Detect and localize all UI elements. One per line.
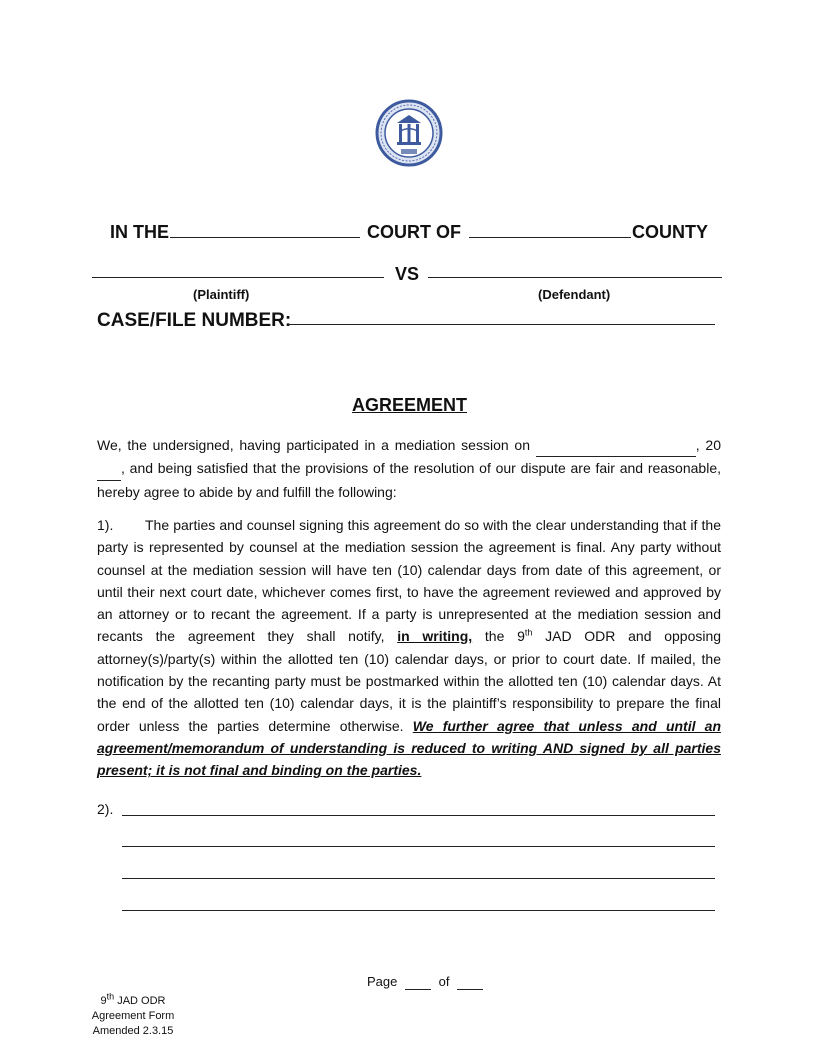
- footer-jad: JAD ODR: [117, 995, 166, 1007]
- defendant-label: (Defendant): [538, 287, 611, 302]
- georgia-seal-icon: [375, 99, 443, 167]
- court-of-label: COURT OF: [367, 222, 461, 242]
- year-prefix: 20: [705, 437, 721, 453]
- plaintiff-label: (Plaintiff): [193, 287, 250, 302]
- page-counter: [367, 974, 483, 990]
- item-1-paragraph: [97, 514, 721, 782]
- page-number-blank[interactable]: [405, 974, 431, 990]
- case-file-number-label: CASE/FILE NUMBER:: [97, 310, 292, 331]
- of-label: of: [438, 974, 450, 989]
- county-name-blank[interactable]: [469, 237, 631, 238]
- item-1-number: 1).: [97, 517, 114, 533]
- defendant-blank[interactable]: [428, 277, 722, 278]
- in-the-label: IN THE: [110, 222, 170, 242]
- footer-sup: th: [106, 991, 115, 1002]
- page-total-blank[interactable]: [457, 974, 483, 990]
- item-2-line-1[interactable]: [122, 815, 715, 816]
- vs-label: VS: [395, 264, 420, 284]
- year-blank[interactable]: [97, 457, 121, 480]
- binding-clause-emphasis: We further agree that unless and until an agreement/memorandum of understanding is reduced to writing AND signed by all parties present; it is not final and binding on the parties.: [97, 717, 721, 779]
- footer-line-2: Agreement Form: [91, 1010, 175, 1022]
- item-1-text-jad: the 9: [484, 628, 525, 645]
- footer-line-3: Amended 2.3.15: [92, 1025, 174, 1037]
- intro-comma: ,: [695, 437, 700, 453]
- item-2-line-4[interactable]: [122, 910, 715, 911]
- footer-num: 9: [100, 995, 107, 1007]
- item-1-sup: th: [524, 627, 533, 638]
- item-1-text: The parties and counsel signing this agreement do so with the clear understanding that if the party is represented by counsel at the mediation session the agreement is final. Any party without counsel at the mediation session will have ten (10) calendar days from date of this agreement, or until their next court date, whichever comes first, to have the agreement reviewed and approved by an attorney or to recant the agreement. If a party is unrepresented at the mediation session and recants the agreement they shall notify,: [97, 517, 721, 645]
- county-label: COUNTY: [632, 222, 708, 242]
- intro-paragraph: [97, 434, 721, 503]
- item-2-number: 2).: [97, 801, 114, 817]
- item-2-line-3[interactable]: [122, 878, 715, 879]
- plaintiff-blank[interactable]: [92, 277, 384, 278]
- case-file-number-blank[interactable]: [288, 324, 715, 325]
- form-footer: [78, 991, 188, 1039]
- item-2-line-2[interactable]: [122, 846, 715, 847]
- mediation-date-blank[interactable]: [536, 434, 696, 457]
- intro-text-end: , and being satisfied that the provisions of the resolution of our dispute are fair and reasonable, hereby agree to abide by and fulfill the following:: [97, 460, 721, 500]
- in-writing-emphasis: in writing,: [397, 628, 473, 645]
- item-1-text-cont: JAD ODR and opposing attorney(s)/party(s) within the allotted ten (10) calendar days, or prior to court date. If mailed, the notification by the recanting party must be postmarked within the allotted ten (10) calendar days. At the end of the allotted ten (10) calendar days, it is the plaintiff’s responsibility to prepare the final order unless the parties determine otherwise.: [97, 628, 722, 734]
- intro-text-start: We, the undersigned, having participated in a mediation session on: [97, 437, 530, 453]
- agreement-title: AGREEMENT: [352, 395, 468, 415]
- footer-line-1: [78, 991, 188, 1009]
- page-label: Page: [367, 974, 398, 989]
- court-name-blank[interactable]: [170, 237, 360, 238]
